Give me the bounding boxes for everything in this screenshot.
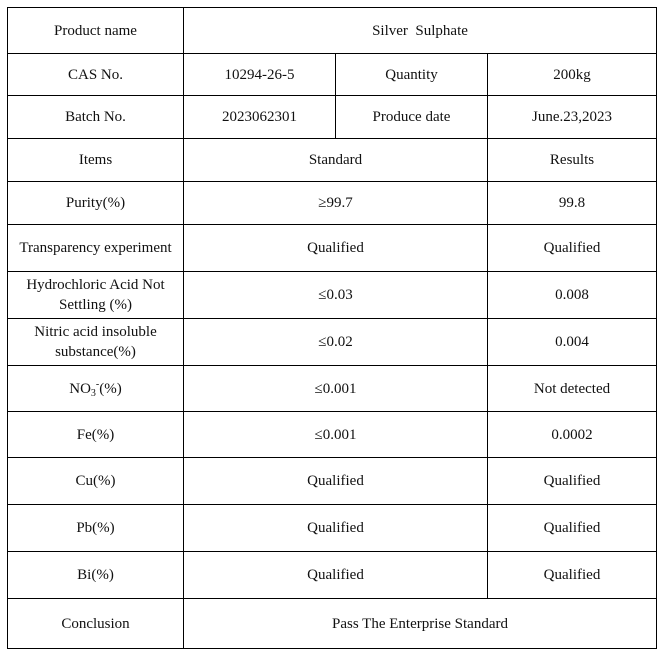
results-header: Results (488, 139, 657, 182)
result-cell: Qualified (488, 458, 657, 505)
item-cell: Fe(%) (8, 412, 184, 458)
nitrate-formula: NO (69, 380, 91, 397)
item-cell: Nitric acid insoluble substance(%) (8, 319, 184, 366)
standard-cell: Qualified (184, 458, 488, 505)
standard-cell: ≤0.03 (184, 272, 488, 319)
table-row (8, 272, 657, 319)
result-cell: Qualified (488, 552, 657, 599)
produce-date-value: June.23,2023 (488, 96, 657, 139)
item-cell: Hydrochloric Acid Not Settling (%) (8, 272, 184, 319)
standard-cell: Qualified (184, 225, 488, 272)
product-name-value: Silver Sulphate (184, 8, 657, 54)
quantity-label: Quantity (336, 54, 488, 96)
table-row (8, 319, 657, 366)
result-cell: Qualified (488, 505, 657, 552)
cas-row (8, 54, 657, 96)
certificate-of-analysis-table (7, 7, 657, 649)
batch-label: Batch No. (8, 96, 184, 139)
produce-date-label: Produce date (336, 96, 488, 139)
standard-cell: Qualified (184, 505, 488, 552)
item-cell: Cu(%) (8, 458, 184, 505)
table-row (8, 505, 657, 552)
nitrate-unit: (%) (99, 380, 122, 397)
product-name-row (8, 8, 657, 54)
standard-cell: ≤0.02 (184, 319, 488, 366)
standard-cell: ≤0.001 (184, 412, 488, 458)
nitrate-subscript: 3 (90, 387, 96, 399)
items-header: Items (8, 139, 184, 182)
conclusion-value: Pass The Enterprise Standard (184, 599, 657, 649)
table-row (8, 412, 657, 458)
table-row (8, 458, 657, 505)
item-cell-nitrate (8, 366, 184, 412)
batch-value: 2023062301 (184, 96, 336, 139)
table-row (8, 225, 657, 272)
item-cell: Purity(%) (8, 182, 184, 225)
product-name-label: Product name (8, 8, 184, 54)
standard-cell: ≥99.7 (184, 182, 488, 225)
item-cell: Bi(%) (8, 552, 184, 599)
result-cell: 0.008 (488, 272, 657, 319)
table-row (8, 552, 657, 599)
table-row (8, 182, 657, 225)
result-cell: 99.8 (488, 182, 657, 225)
nitrate-charge: - (95, 378, 100, 390)
cas-value: 10294-26-5 (184, 54, 336, 96)
column-header-row (8, 139, 657, 182)
batch-row (8, 96, 657, 139)
standard-cell: Qualified (184, 552, 488, 599)
quantity-value: 200kg (488, 54, 657, 96)
item-cell: Transparency experiment (8, 225, 184, 272)
result-cell: 0.0002 (488, 412, 657, 458)
result-cell: Qualified (488, 225, 657, 272)
standard-header: Standard (184, 139, 488, 182)
result-cell: Not detected (488, 366, 657, 412)
item-cell: Pb(%) (8, 505, 184, 552)
conclusion-label: Conclusion (8, 599, 184, 649)
result-cell: 0.004 (488, 319, 657, 366)
table-row (8, 366, 657, 412)
standard-cell: ≤0.001 (184, 366, 488, 412)
cas-label: CAS No. (8, 54, 184, 96)
conclusion-row (8, 599, 657, 649)
